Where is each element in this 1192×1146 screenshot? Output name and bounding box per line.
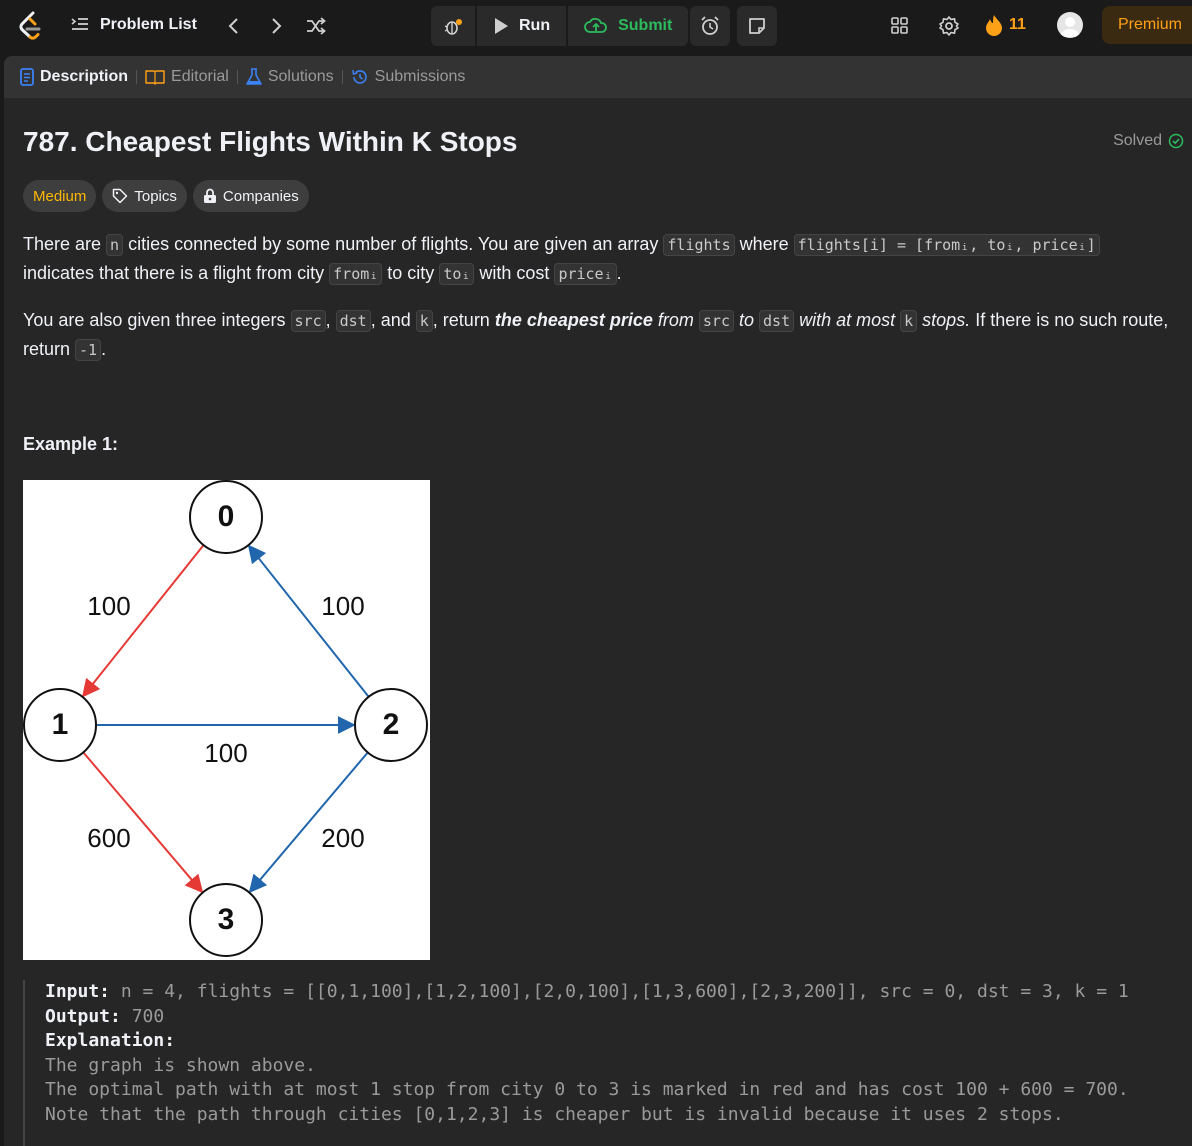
list-icon (70, 16, 90, 34)
graph-edge-label: 200 (321, 822, 365, 853)
graph-node-label: 3 (217, 902, 235, 936)
panel-tabs (4, 56, 1192, 98)
graph-edge-label: 100 (204, 737, 248, 768)
code-flights-i: flights[i] = [fromᵢ, toᵢ, priceᵢ] (794, 234, 1100, 256)
settings-button[interactable] (935, 12, 963, 40)
text-span: If there is no such route, return (23, 310, 1169, 359)
example-output-line (45, 1005, 1192, 1030)
tab-description-label: Description (40, 68, 129, 85)
top-navigation-bar (0, 0, 1192, 52)
play-icon (493, 17, 509, 35)
flask-icon (246, 68, 262, 86)
text-span: There are (23, 234, 107, 254)
code-src: src (699, 310, 734, 332)
separator (136, 70, 137, 84)
text-span: , and (370, 310, 416, 330)
streak-counter[interactable] (985, 10, 1026, 40)
tag-icon (112, 188, 128, 204)
separator (342, 70, 343, 84)
tab-editorial[interactable] (145, 68, 229, 86)
example-input-line (45, 980, 1192, 1005)
text-span: You are also given three integers (23, 310, 291, 330)
input-key: Input: (45, 981, 111, 1002)
tab-editorial-label: Editorial (171, 68, 229, 85)
code-from: fromᵢ (329, 263, 382, 285)
run-button[interactable] (477, 6, 566, 46)
separator (237, 70, 238, 84)
example-explanation-line (45, 1029, 1192, 1054)
tab-solutions-label: Solutions (267, 68, 334, 85)
code-src: src (291, 310, 326, 332)
code-dst: dst (336, 310, 371, 332)
output-value: 700 (120, 1005, 165, 1027)
problem-statement-paragraph-1 (23, 230, 1173, 288)
code-minus-one: -1 (75, 339, 101, 361)
output-key: Output: (45, 1005, 121, 1027)
leetcode-logo-icon[interactable] (14, 10, 46, 42)
text-span: where (734, 234, 794, 254)
text-span: to city (382, 263, 440, 283)
tag-row (23, 180, 309, 212)
text-span: cities connected by some number of flights. You are given an array (123, 234, 664, 254)
check-circle-icon (1168, 133, 1184, 149)
italic-text: stops. (917, 310, 971, 330)
next-problem-button[interactable] (262, 12, 290, 40)
input-value: n = 4, flights = [[0,1,100],[1,2,100],[2,0,100],[1,3,600],[2,3,200]], src = 0, dst = 3, k = 1 (110, 981, 1129, 1002)
example-1-block (23, 980, 1192, 1146)
chevron-right-icon (269, 17, 283, 35)
graph-edge-label: 100 (321, 590, 365, 621)
italic-text: with at most (794, 310, 901, 330)
run-label: Run (519, 17, 551, 34)
solved-label: Solved (1113, 132, 1162, 149)
explanation-text: The optimal path with at most 1 stop from city 0 to 3 is marked in red and has cost 100 + 600 = 700. (45, 1079, 1129, 1100)
text-span: . (616, 263, 622, 283)
graph-edge-label: 600 (87, 822, 131, 853)
code-k: k (416, 310, 433, 332)
cloud-upload-icon (584, 17, 608, 35)
text-span: indicates that there is a flight from city (23, 263, 330, 283)
book-icon (145, 69, 165, 85)
explanation-text: Note that the path through cities [0,1,2,3] is cheaper but is invalid because it uses 2 stops. (45, 1103, 1064, 1125)
gear-icon (938, 15, 960, 37)
bold-text: the cheapest price (494, 310, 653, 330)
tab-description[interactable] (20, 68, 128, 86)
avatar[interactable] (1057, 12, 1083, 38)
run-submit-group (431, 6, 688, 46)
graph-node-label: 0 (217, 499, 235, 533)
problem-list-label: Problem List (100, 16, 197, 33)
example-graph-image (23, 480, 430, 960)
debug-button[interactable] (431, 6, 475, 46)
code-to: toᵢ (439, 263, 474, 285)
italic-text: from (652, 310, 699, 330)
tab-solutions[interactable] (246, 68, 334, 86)
code-flights: flights (663, 234, 734, 256)
chevron-left-icon (227, 17, 241, 35)
premium-button[interactable] (1102, 6, 1192, 44)
code-n: n (106, 234, 123, 256)
streak-count: 11 (1009, 16, 1026, 33)
graph-edge-label: 100 (87, 590, 131, 621)
submit-button[interactable] (568, 6, 688, 46)
fire-icon (985, 14, 1003, 36)
tab-submissions[interactable] (351, 68, 466, 86)
alarm-clock-icon (699, 15, 721, 37)
random-problem-button[interactable] (302, 12, 330, 40)
notes-button[interactable] (737, 6, 777, 46)
code-k: k (900, 310, 917, 332)
graph-node-label: 2 (382, 707, 400, 741)
document-icon (20, 68, 34, 86)
prev-problem-button[interactable] (220, 12, 248, 40)
difficulty-badge (23, 180, 96, 212)
user-icon (1057, 12, 1083, 38)
companies-label: Companies (222, 187, 299, 205)
text-span: with cost (474, 263, 555, 283)
topics-button[interactable] (102, 180, 187, 212)
companies-button[interactable] (193, 180, 309, 212)
text-span: . (101, 339, 107, 359)
lock-icon (203, 188, 217, 204)
tab-submissions-label: Submissions (374, 68, 466, 85)
graph-node-label: 1 (51, 707, 69, 741)
graph-diagram (23, 480, 430, 960)
graph-edge-2-0 (249, 546, 369, 697)
history-icon (351, 68, 369, 86)
note-icon (747, 16, 767, 36)
timer-button[interactable] (690, 6, 730, 46)
problem-statement-paragraph-2 (23, 306, 1173, 364)
text-span: , return (432, 310, 495, 330)
explanation-text: The graph is shown above. (45, 1054, 316, 1076)
italic-text: to (734, 310, 760, 330)
topics-label: Topics (134, 187, 177, 205)
problem-list-button[interactable] (70, 10, 197, 40)
explanation-key: Explanation: (45, 1030, 176, 1051)
example-title: Example 1: (23, 434, 119, 454)
page-title: 787. Cheapest Flights Within K Stops (23, 126, 518, 157)
code-price: priceᵢ (554, 263, 616, 285)
premium-label: Premium (1118, 16, 1183, 33)
code-dst: dst (759, 310, 794, 332)
description-panel (4, 56, 1192, 1146)
text-span: , (325, 310, 336, 330)
bug-icon (443, 16, 463, 36)
grid-layout-icon (890, 16, 910, 36)
submit-label: Submit (618, 17, 673, 34)
difficulty-label: Medium (33, 187, 87, 205)
solved-status (1113, 132, 1184, 150)
layout-button[interactable] (886, 12, 914, 40)
shuffle-icon (305, 17, 327, 35)
